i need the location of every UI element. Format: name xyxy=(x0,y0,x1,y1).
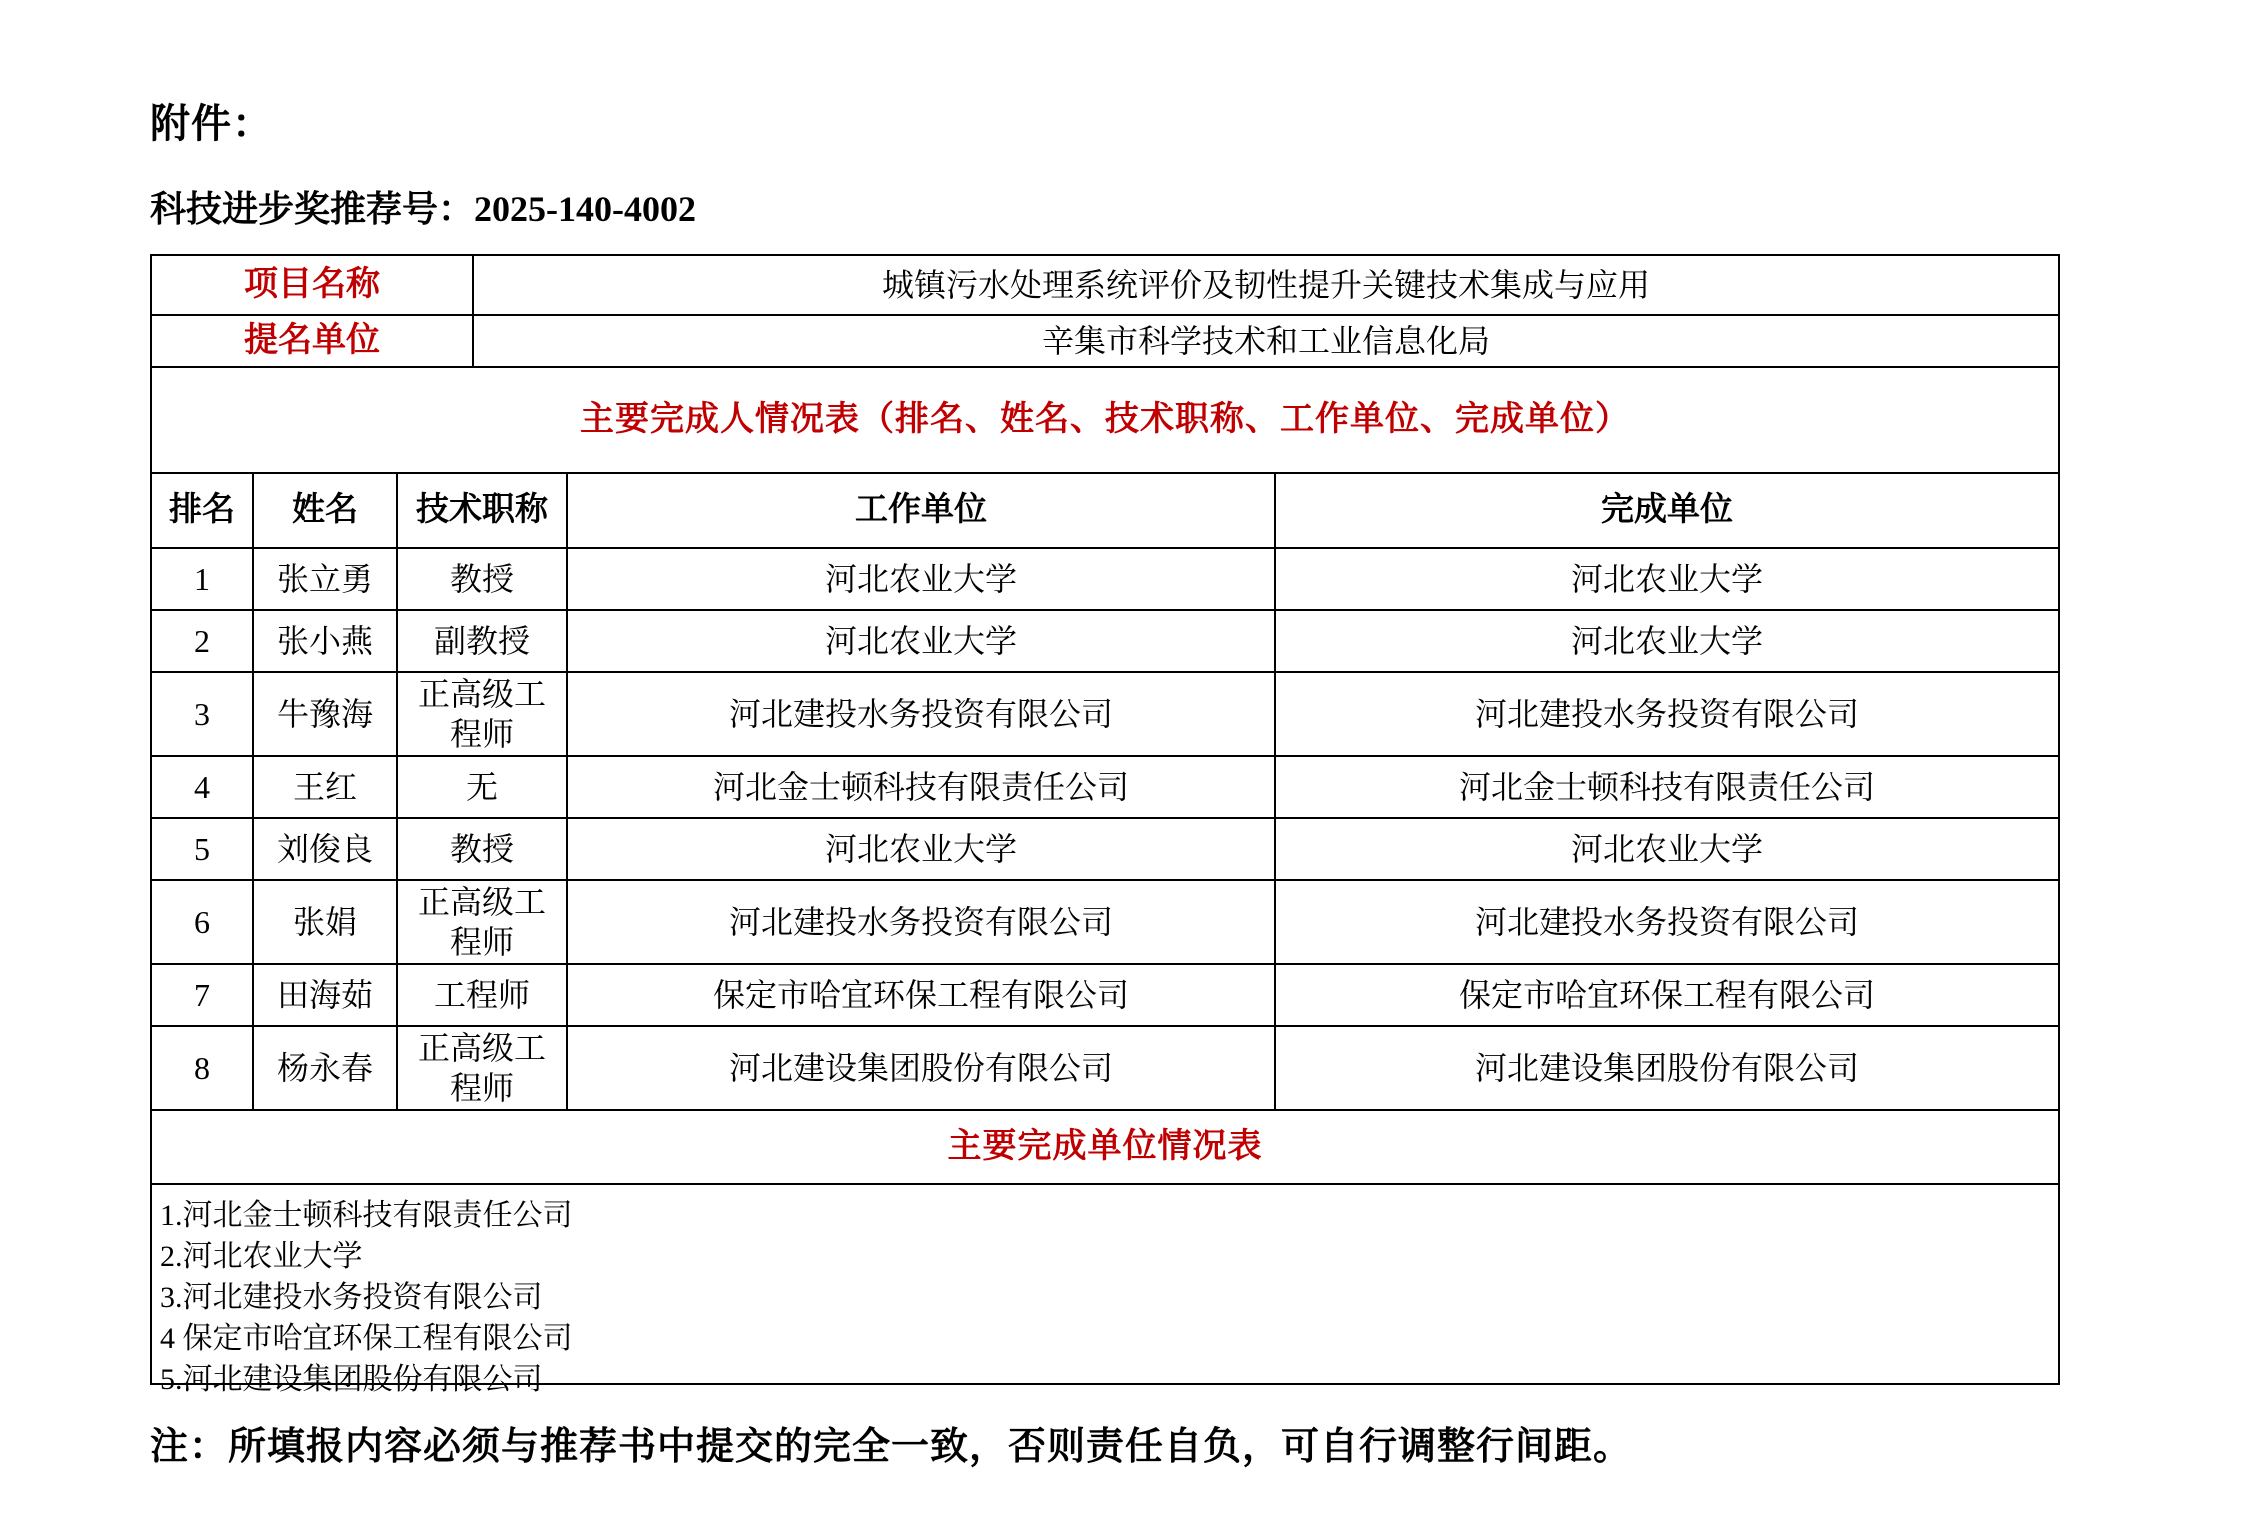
work-unit-cell: 河北金士顿科技有限责任公司 xyxy=(566,757,1274,817)
rank-cell: 5 xyxy=(194,831,210,867)
completer-row-2 xyxy=(152,609,2058,671)
nominating-unit-label: 提名单位 xyxy=(244,321,380,359)
work-unit-cell: 保定市哈宜环保工程有限公司 xyxy=(566,965,1274,1025)
completion-unit-cell: 河北建投水务投资有限公司 xyxy=(1274,881,2058,963)
completers-table-title: 主要完成人情况表（排名、姓名、技术职称、工作单位、完成单位） xyxy=(580,400,1630,438)
rank-cell: 1 xyxy=(194,561,210,597)
work-unit-cell: 河北建投水务投资有限公司 xyxy=(566,673,1274,755)
tech-title-cell: 无 xyxy=(396,757,566,817)
completer-row-1 xyxy=(152,547,2058,609)
name-cell: 张立勇 xyxy=(252,549,396,609)
completers-table-title-row xyxy=(152,366,2058,472)
award-recommendation-table xyxy=(150,254,2060,1396)
name-cell: 牛豫海 xyxy=(252,673,396,755)
tech-title-cell: 工程师 xyxy=(396,965,566,1025)
tech-title-cell: 教授 xyxy=(396,549,566,609)
unit-item-3: 3.河北建投水务投资有限公司 xyxy=(160,1281,543,1314)
tech-title-cell: 教授 xyxy=(396,819,566,879)
work-unit-cell: 河北农业大学 xyxy=(566,611,1274,671)
nominating-unit-row xyxy=(152,314,2058,366)
unit-item-2: 2.河北农业大学 xyxy=(160,1240,363,1273)
completion-unit-cell: 河北农业大学 xyxy=(1274,611,2058,671)
rank-cell: 7 xyxy=(194,977,210,1013)
unit-item-1: 1.河北金士顿科技有限责任公司 xyxy=(160,1199,573,1232)
name-cell: 田海茹 xyxy=(252,965,396,1025)
project-name-label: 项目名称 xyxy=(244,265,380,303)
completion-unit-cell: 河北金士顿科技有限责任公司 xyxy=(1274,757,2058,817)
rank-cell: 2 xyxy=(194,623,210,659)
recommendation-number-line xyxy=(150,181,2060,232)
nominating-unit-value: 辛集市科学技术和工业信息化局 xyxy=(472,316,2058,366)
completer-row-3 xyxy=(152,671,2058,755)
tech-title-cell: 正高级工程师 xyxy=(396,1027,566,1109)
name-cell: 刘俊良 xyxy=(252,819,396,879)
units-table-title: 主要完成单位情况表 xyxy=(947,1127,1263,1165)
unit-item-4: 4 保定市哈宜环保工程有限公司 xyxy=(160,1322,573,1355)
work-unit-cell: 河北农业大学 xyxy=(566,549,1274,609)
header-name: 姓名 xyxy=(252,474,396,547)
completer-row-7 xyxy=(152,963,2058,1025)
completion-unit-cell: 河北农业大学 xyxy=(1274,819,2058,879)
header-rank: 排名 xyxy=(169,491,235,528)
header-work-unit: 工作单位 xyxy=(566,474,1274,547)
completer-row-6 xyxy=(152,879,2058,963)
project-name-row xyxy=(152,256,2058,314)
header-completion-unit: 完成单位 xyxy=(1274,474,2058,547)
name-cell: 张娟 xyxy=(252,881,396,963)
unit-item-5: 5.河北建设集团股份有限公司 xyxy=(160,1363,543,1396)
work-unit-cell: 河北建设集团股份有限公司 xyxy=(566,1027,1274,1109)
units-list-row xyxy=(152,1183,2058,1396)
completion-unit-cell: 保定市哈宜环保工程有限公司 xyxy=(1274,965,2058,1025)
completion-unit-cell: 河北建投水务投资有限公司 xyxy=(1274,673,2058,755)
work-unit-cell: 河北建投水务投资有限公司 xyxy=(566,881,1274,963)
units-list xyxy=(152,1185,2058,1396)
name-cell: 张小燕 xyxy=(252,611,396,671)
completer-row-4 xyxy=(152,755,2058,817)
work-unit-cell: 河北农业大学 xyxy=(566,819,1274,879)
tech-title-cell: 正高级工程师 xyxy=(396,881,566,963)
recommendation-number-value: 2025-140-4002 xyxy=(474,189,696,229)
tech-title-cell: 正高级工程师 xyxy=(396,673,566,755)
rank-cell: 8 xyxy=(194,1050,210,1086)
attachment-label: 附件： xyxy=(150,101,273,146)
completion-unit-cell: 河北建设集团股份有限公司 xyxy=(1274,1027,2058,1109)
completers-table-header-row xyxy=(152,472,2058,547)
name-cell: 杨永春 xyxy=(252,1027,396,1109)
rank-cell: 6 xyxy=(194,904,210,940)
note-text: 注：所填报内容必须与推荐书中提交的完全一致，否则责任自负，可自行调整行间距。 xyxy=(150,1426,1633,1468)
completion-unit-cell: 河北农业大学 xyxy=(1274,549,2058,609)
name-cell: 王红 xyxy=(252,757,396,817)
tech-title-cell: 副教授 xyxy=(396,611,566,671)
completer-row-5 xyxy=(152,817,2058,879)
completer-row-8 xyxy=(152,1025,2058,1109)
project-name-value: 城镇污水处理系统评价及韧性提升关键技术集成与应用 xyxy=(472,256,2058,314)
header-tech-title: 技术职称 xyxy=(396,474,566,547)
recommendation-number-label: 科技进步奖推荐号： xyxy=(150,189,475,229)
rank-cell: 3 xyxy=(194,696,210,732)
units-table-title-row xyxy=(152,1109,2058,1183)
rank-cell: 4 xyxy=(194,769,210,805)
